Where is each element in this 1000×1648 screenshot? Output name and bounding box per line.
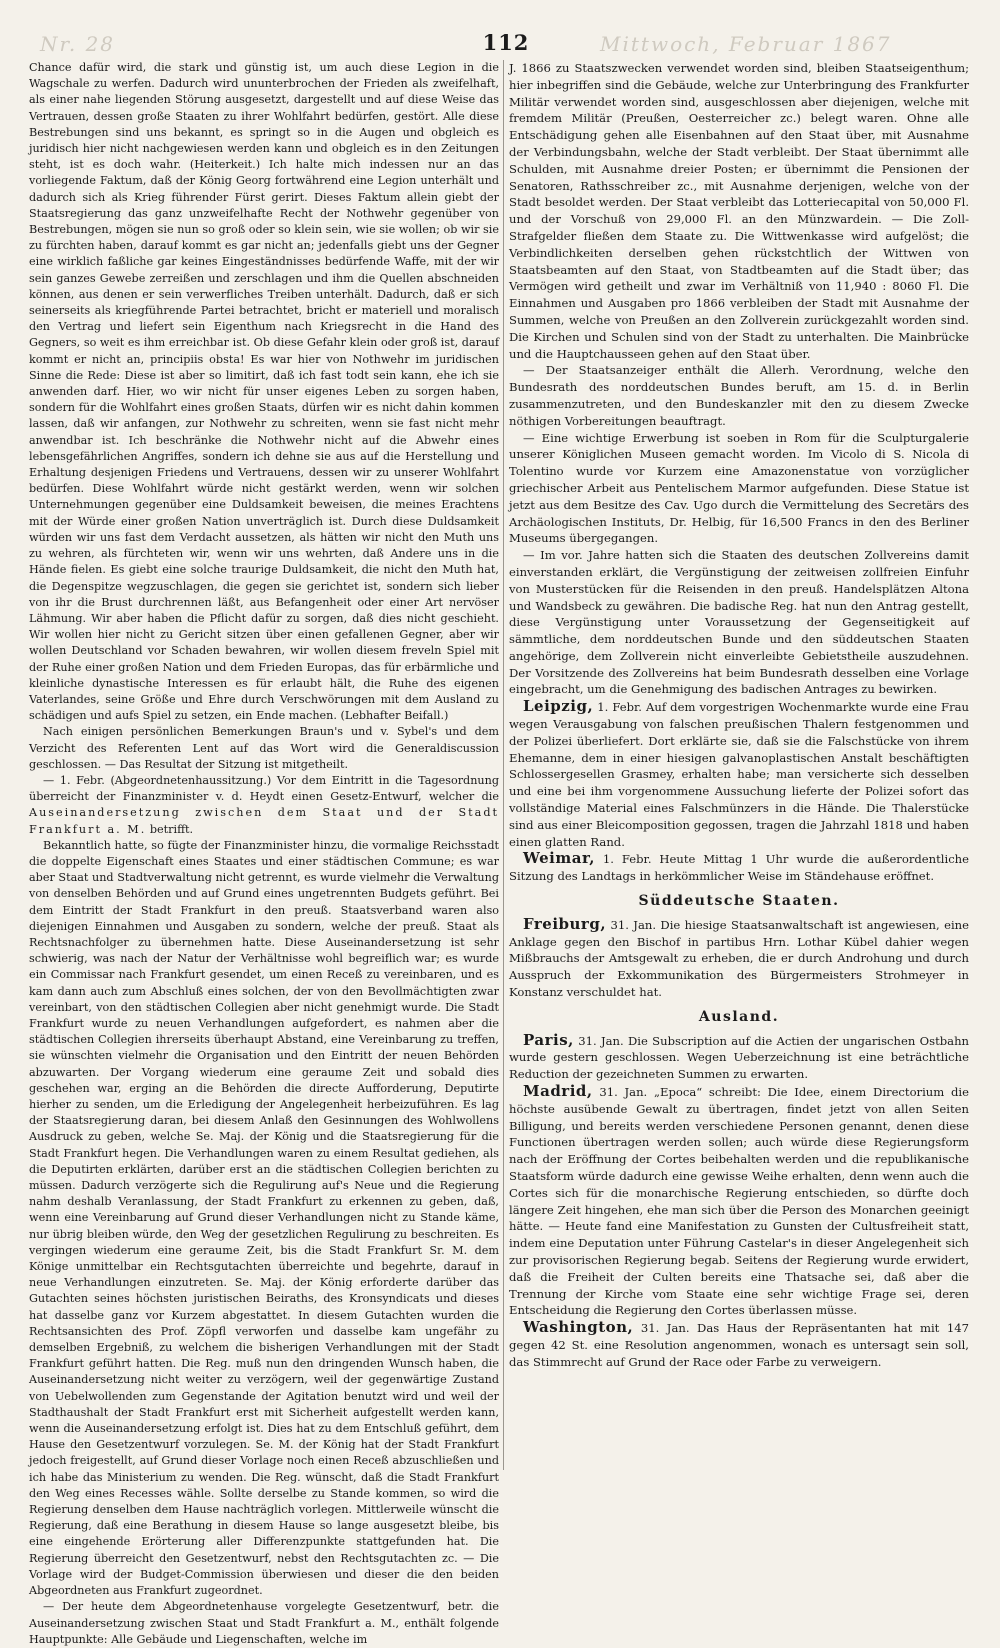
left-column bbox=[29, 60, 499, 1646]
dateline-washington: Washington, bbox=[523, 1318, 634, 1337]
bleed-through-text-left: Nr. 28 bbox=[40, 32, 116, 56]
dateline-leipzig: Leipzig, bbox=[523, 697, 594, 716]
freiburg-report bbox=[509, 916, 969, 1001]
report-date: — 1. Febr. bbox=[43, 773, 105, 787]
finance-minister-paragraph: Bekanntlich hatte, so fügte der Finanzminister hinzu, die vormalige Reichsstadt die doppelte Eigenschaft eines Staates und einer städtischen Commune; es war aber Staat und Stadtverwaltung nicht getrennt, es wurde vielmehr die Verwaltung von denselben Behörden und auf Grund eines ungetrennten Budgets geführt. Bei dem Eintritt der Stadt Frankfurt in den preuß. Staatsverband waren also diejenigen Einnahmen und Ausgaben zu sondern, welche der preuß. Staat als Rechtsnachfolger zu übernehmen hatte. Diese Auseinandersetzung ist sehr schwierig, was nach der Natur der Verhältnisse wohl begreiflich war; es wurde ein Commissar nach Frankfurt gesendet, um einen Receß zu vereinbaren, und es kam dann auch zum Abschluß eines solchen, der von den Bevollmächtigten zwar vereinbart, von den städtischen Collegien aber nicht genehmigt wurde. Die Stadt Frankfurt wurde zu neuen Verhandlungen aufgefordert, es nahmen aber die städtischen Collegien ihrerseits überhaupt Abstand, eine Vereinbarung zu treffen, sie wünschten vielmehr die Organisation und den Eintritt der neuen Behörden abzuwarten. Der Vorgang wiederum eine geraume Zeit und sobald dies geschehen war, erging an die Behörden die directe Aufforderung, Deputirte hierher zu senden, um die Erledigung der Angelegenheit herbeizuführen. Es lag der Staatsregierung daran, bei diesem Anlaß den Gesinnungen des Wohlwollens Ausdruck zu geben, welche Se. Maj. der König und die Staatsregierung für die Stadt Frankfurt hegen. Die Verhandlungen waren zu einem Resultat gediehen, als die Deputirten erklärten, darüber erst an die städtischen Collegien berichten zu müssen. Dadurch verzögerte sich die Regulirung auf's Neue und die Regierung nahm deshalb Veranlassung, der Stadt Frankfurt zu erkennen zu geben, daß, wenn eine Vereinbarung auf Grund dieser Verhandlungen nicht zu Stande käme, nur übrig bleiben würde, den Weg der gesetzlichen Regulirung zu beschreiten. Es vergingen wiederum eine geraume Zeit, bis die Stadt Frankfurt Sr. M. dem Könige unmittelbar ein Rechtsgutachten überreichte und begehrte, darauf in neue Verhandlungen einzutreten. Se. Maj. der König erforderte darüber das Gutachten seines höchsten juristischen Beiraths, des Kronsyndicats und dieses hat dasselbe ganz vor Kurzem abgestattet. In diesem Gutachten wurden die Rechtsansichten des Prof. Zöpfl verworfen und dasselbe kam ungefähr zu demselben Ergebniß, zu welchem die bisherigen Verhandlungen mit der Stadt Frankfurt geführt hatten. Die Reg. muß nun den dringenden Wunsch haben, die Auseinandersetzung nicht weiter zu verzögern, weil der gegenwärtige Zustand von Uebelwollenden zum Gegenstande der Agitation benutzt wird und weil der Stadthaushalt der Stadt Frankfurt erst mit Sicherheit aufgestellt werden kann, wenn die Auseinandersetzung erfolgt ist. Dies hat zu dem Entschluß geführt, dem Hause den Gesetzentwurf vorzulegen. Se. M. der König hat der Stadt Frankfurt jedoch freigestellt, auf Grund dieser Vorlage noch einen Receß abzuschließen und ich habe das Ministerium zu wenden. Die Reg. wünscht, daß die Stadt Frankfurt den Weg eines Recesses wähle. Sollte derselbe zu Stande kommen, so wird die Regierung denselben dem Hause nachträglich vorlegen. Mittlerweile wünscht die Regierung, daß eine Berathung in diesem Hause so lange ausgesetzt bleibe, bis eine eingehende Erörterung aller Differenzpunkte stattgefunden hat. Die Regierung überreicht den Gesetzentwurf, nebst den Rechtsgutachten zc. — Die Vorlage wird der Budget-Commission überwiesen und dieser die den beiden Abgeordneten aus Frankfurt zugeordnet. bbox=[29, 838, 499, 1598]
bundesrat-paragraph: — Der Staatsanzeiger enthält die Allerh. Verordnung, welche den Bundesrath des norddeutschen Bundes beruft, am 15. d. in Berlin zusammenzutreten, und den Bundeskanzler mit den zu diesem Zwecke nöthigen Vorbereitungen beauftragt. bbox=[509, 363, 969, 428]
bill-summary-paragraph: — Der heute dem Abgeordnetenhause vorgelegte Gesetzentwurf, betr. die Auseinandersetzung zwischen Staat und Stadt Frankfurt a. M., enthält folgende Hauptpunkte: Alle Gebäude und Liegenschaften, welche im bbox=[29, 1600, 499, 1646]
madrid-report bbox=[509, 1083, 969, 1319]
right-column bbox=[509, 60, 969, 1480]
bleed-through-text-right: Mittwoch, Februar 1867 bbox=[600, 32, 892, 56]
speech-paragraph: Chance dafür wird, die stark und günstig ist, um auch diese Legion in die Wagschale zu werfen. Dadurch wird ununterbrochen der Frieden als zweifelhaft, als einer nahe liegenden Störung ausgesetzt, dargestellt und auf diese Weise das Vertrauen, dessen große Staaten zu ihrer Wohlfahrt bedürfen, gestört. Alle diese Bestrebungen sind uns bekannt, es springt so in die Augen und obgleich es juridisch hier nicht nachgewiesen werden kann und obgleich es in den Zeitungen steht, ist es doch wahr. (Heiterkeit.) Ich halte mich indessen nur an das vorliegende Faktum, daß der König Georg fortwährend eine Legion unterhält und dadurch sich als Krieg führender Fürst gerirt. Dieses Faktum allein giebt der Staatsregierung das ganz unzweifelhafte Recht der Nothwehr gegenüber von Bestrebungen, mögen sie nun so groß oder so klein sein, wie sie wollen; ob wir sie zu fürchten haben, darauf kommt es gar nicht an; jedenfalls giebt uns der Gegner eine wirklich faßliche gar keines Eingeständnisses bedürfende Waffe, mit der wir sein ganzes Gewebe zerreißen und zerschlagen und ihm die Quellen abschneiden können, aus denen er sein verwerfliches Treiben unterhält. Dadurch, daß er sich seinerseits als kriegführende Partei betrachtet, bricht er materiell und moralisch den Vertrag und liefert sein Eigenthum nach Kriegsrecht in die Hand des Gegners, so weit es ihm erreichbar ist. Ob diese Gefahr klein oder groß ist, darauf kommt er nicht an, principiis obsta! Es war hier von Nothwehr im juridischen Sinne die Rede: Diese ist aber so limitirt, daß ich fast todt sein kann, ehe ich sie anwenden darf. Hier, wo wir nicht für unser eigenes Leben zu sorgen haben, sondern für die Wohlfahrt eines großen Staats, dürfen wir es nicht dahin kommen lassen, daß wir anfangen, zur Nothwehr zu schreiten, wenn sie fast nicht mehr anwendbar ist. Ich beschränke die Nothwehr nicht auf die Abwehr eines lebensgefährlichen Angriffes, sondern ich dehne sie aus auf die Herstellung und Erhaltung desjenigen Friedens und Vertrauens, dessen wir zu unserer Wohlfahrt bedürfen. Diese Wohlfahrt würde nicht gestärkt werden, wenn wir solchen Unternehmungen gegenüber eine Duldsamkeit beweisen, die meines Erachtens mit der Würde einer großen Nation unverträglich ist. Durch diese Duldsamkeit würden wir uns fast dem Verdacht aussetzen, als hätten wir nicht den Muth uns zu wehren, als fürchteten wir, wenn wir uns wehrten, daß Andere uns in die Hände fielen. Es giebt eine solche traurige Duldsamkeit, die nicht den Muth hat, die Degenspitze wegzuschlagen, die gegen sie gerichtet ist, sondern sich lieber von ihr die Brust durchrennen läßt, aus Befangenheit oder einer Art nervöser Lähmung. Wir aber haben die Pflicht dafür zu sorgen, daß dies nicht geschieht. Wir wollen hier nicht zu Gericht sitzen über einen gefallenen Gegner, aber wir wollen Deutschland vor Schaden bewahren, wir wollen diesem freveln Spiel mit der Ruhe einer großen Nation und dem Frieden Europas, das für erbärmliche und kleinliche dynastische Interessen es für erlaubt hält, die Ruhe des eigenen Vaterlandes, seine Größe und Ehre durch Verschwörungen mit dem Ausland zu schädigen und aufs Spiel zu setzen, ein Ende machen. (Lebhafter Beifall.) bbox=[29, 61, 499, 723]
bill-title: Auseinandersetzung zwischen dem Staat und der Stadt Frankfurt a. M. bbox=[29, 806, 499, 836]
freiburg-text: 31. Jan. Die hiesige Staatsanwaltschaft ist angewiesen, eine Anklage gegen den Bischof in partibus Hrn. Lothar Kübel dahier wegen Mißbrauchs der Amtsgewalt zu erheben, die er durch Androhung und durch Ausspruch der Exkommunikation des Bürgermeisters Strohmeyer in Konstanz verschuldet hat. bbox=[509, 917, 969, 1000]
dateline-freiburg: Freiburg, bbox=[523, 914, 607, 933]
report-intro-end: betrifft. bbox=[149, 822, 194, 836]
paris-report bbox=[509, 1032, 969, 1083]
weimar-text: 1. Febr. Heute Mittag 1 Uhr wurde die außerordentliche Sitzung des Landtags in herkömmlicher Weise im Ständehause eröffnet. bbox=[509, 852, 970, 884]
washington-report bbox=[509, 1319, 969, 1370]
page-header bbox=[0, 30, 1000, 56]
column-divider bbox=[503, 60, 504, 1470]
museum-paragraph: — Eine wichtige Erwerbung ist soeben in Rom für die Sculpturgalerie unserer Königlichen Museen gemacht worden. Im Vicolo di S. Nicola di Tolentino wurde vor Kurzem eine Amazonenstatue von vorzüglicher griechischer Arbeit aus Pentelischem Marmor aufgefunden. Diese Statue ist jetzt aus dem Besitze des Cav. Ugo durch die Vermittelung des Secretärs des Archäologischen Instituts, Dr. Helbig, für 16,500 Francs in den des Berliner Museums übergegangen. bbox=[509, 430, 969, 546]
session-report-paragraph bbox=[29, 773, 499, 838]
section-heading-abroad: Ausland. bbox=[698, 1008, 780, 1025]
page-number: 112 bbox=[482, 30, 530, 55]
zollverein-paragraph: — Im vor. Jahre hatten sich die Staaten des deutschen Zollvereins damit einverstanden erklärt, die Vergünstigung der zeitweisen zollfreien Einfuhr von Musterstücken für die Reisenden in den preuß. Handelsplätzen Altona und Wandsbeck zu gewähren. Die badische Reg. hat nun den Antrag gestellt, diese Vergünstigung unter Voraussetzung der Gegenseitigkeit auf sämmtliche, dem norddeutschen Bunde und den süddeutschen Staaten angehörige, dem Zollverein nicht einverleibte Gebietstheile auszudehnen. Der Vorsitzende des Zollvereins hat beim Bundesrath desselben eine Vorlage eingebracht, um die Genehmigung des badischen Antrages zu bewirken. bbox=[509, 548, 969, 697]
report-intro: (Abgeordnetenhaussitzung.) Vor dem Eintritt in die Tagesordnung überreicht der Finanzminister v. d. Heydt einen Gesetz-Entwurf, welcher die bbox=[29, 773, 499, 804]
bill-continuation-paragraph: J. 1866 zu Staatszwecken verwendet worden sind, bleiben Staatseigenthum; hier inbegriffen sind die Gebäude, welche zur Unterbringung des Frankfurter Militär verwendet worden sind, ausgeschlossen aber diejenigen, welche mit fremdem Militär (Preußen, Oesterreicher zc.) belegt waren. Ohne alle Entschädigung gehen alle Eisenbahnen auf den Staat über, mit Ausnahme der Verbindungsbahn, welche der Stadt verbleibt. Der Staat übernimmt alle Schulden, mit Ausnahme dreier Posten; er übernimmt die Pensionen der Senatoren, Rathsschreiber zc., mit Ausnahme derjenigen, welche von der Stadt besoldet werden. Der Staat verbleibt das Lotteriecapital von 50,000 Fl. und der Vorschuß von 29,000 Fl. an den Münzwardein. — Die Zoll-Strafgelder fließen dem Staate zu. Die Wittwenkasse wird aufgelöst; die Verbindlichkeiten derselben gehen rückstchtlich der Wittwen von Staatsbeamten auf den Staat, von Stadtbeamten auf die Stadt über; das Vermögen wird getheilt und zwar im Verhältniß von 11,940 : 8060 Fl. Die Einnahmen und Ausgaben pro 1866 verbleiben der Stadt mit Ausnahme der Summen, welche von Preußen an den Zollverein zurückgezahlt worden sind. Die Kirchen und Schulen sind von der Stadt zu unterhalten. Die Mainbrücke und die Hauptchausseen gehen auf den Staat über. bbox=[509, 61, 969, 361]
session-summary-paragraph: Nach einigen persönlichen Bemerkungen Braun's und v. Sybel's und dem Verzicht des Referenten Lent auf das Wort wird die Generaldiscussion geschlossen. — Das Resultat der Sitzung ist mitgetheilt. bbox=[29, 725, 499, 771]
section-heading-south-german-states: Süddeutsche Staaten. bbox=[638, 893, 840, 910]
madrid-text: 31. Jan. „Epoca“ schreibt: Die Idee, einem Directorium die höchste ausübende Gewalt zu übertragen, findet jetzt von allen Seiten Billigung, und bereits werden verschiedene Personen genannt, denen diese Functionen übertragen werden sollen; auch würde diese Regierungsform nach der Eröffnung der Cortes beibehalten werden und die republikanische Staatsform würde dadurch eine gewisse Weihe erhalten, denn wenn auch die Cortes sich für die monarchische Regierung entschieden, so dürfte doch längere Zeit hingehen, ehe man sich über die Person des Monarchen geeinigt hätte. — Heute fand eine Manifestation zu Gunsten der Cultusfreiheit statt, indem eine Deputation unter Führung Castelar's in dieser Angelegenheit sich zur provisorischen Regierung begab. Seitens der Regierung wurde erwidert, daß die Freiheit der Culten bereits eine Thatsache sei, daß aber die Trennung der Kirche vom Staate eine sehr wichtige Frage sei, deren Entscheidung die Regierung den Cortes überlassen müsse. bbox=[509, 1085, 969, 1318]
leipzig-report bbox=[509, 698, 969, 850]
dateline-paris: Paris, bbox=[523, 1030, 574, 1049]
washington-text: 31. Jan. Das Haus der Repräsentanten hat mit 147 gegen 42 St. eine Resolution angenommen, wonach es untersagt sein soll, das Stimmrecht auf Grund der Race oder Farbe zu verweigern. bbox=[509, 1321, 969, 1369]
leipzig-text: 1. Febr. Auf dem vorgestrigen Wochenmarkte wurde eine Frau wegen Verausgabung von falschen preußischen Thalern festgenommen und der Polizei überliefert. Dort erklärte sie, daß sie die Falschstücke von ihrem Ehemanne, dem in einer hiesigen galvanoplastischen Anstalt beschäftigten Schlossergesellen Grasmey, erhalten habe; man versicherte sich desselben und eine bei ihm vorgenommene Aussuchung lieferte der Polizei sofort das vollständige Material eines Falschmünzers in die Hände. Die Thalerstücke sind aus einer Bleicomposition gegossen, tragen die Jahrzahl 1818 und haben einen glatten Rand. bbox=[509, 700, 970, 849]
weimar-report bbox=[509, 850, 969, 885]
dateline-weimar: Weimar, bbox=[523, 849, 595, 868]
dateline-madrid: Madrid, bbox=[523, 1082, 593, 1101]
paris-text: 31. Jan. Die Subscription auf die Actien der ungarischen Ostbahn wurde gestern geschlossen. Wegen Ueberzeichnung ist eine beträchtliche Reduction der gezeichneten Summen zu erwarten. bbox=[509, 1033, 970, 1082]
